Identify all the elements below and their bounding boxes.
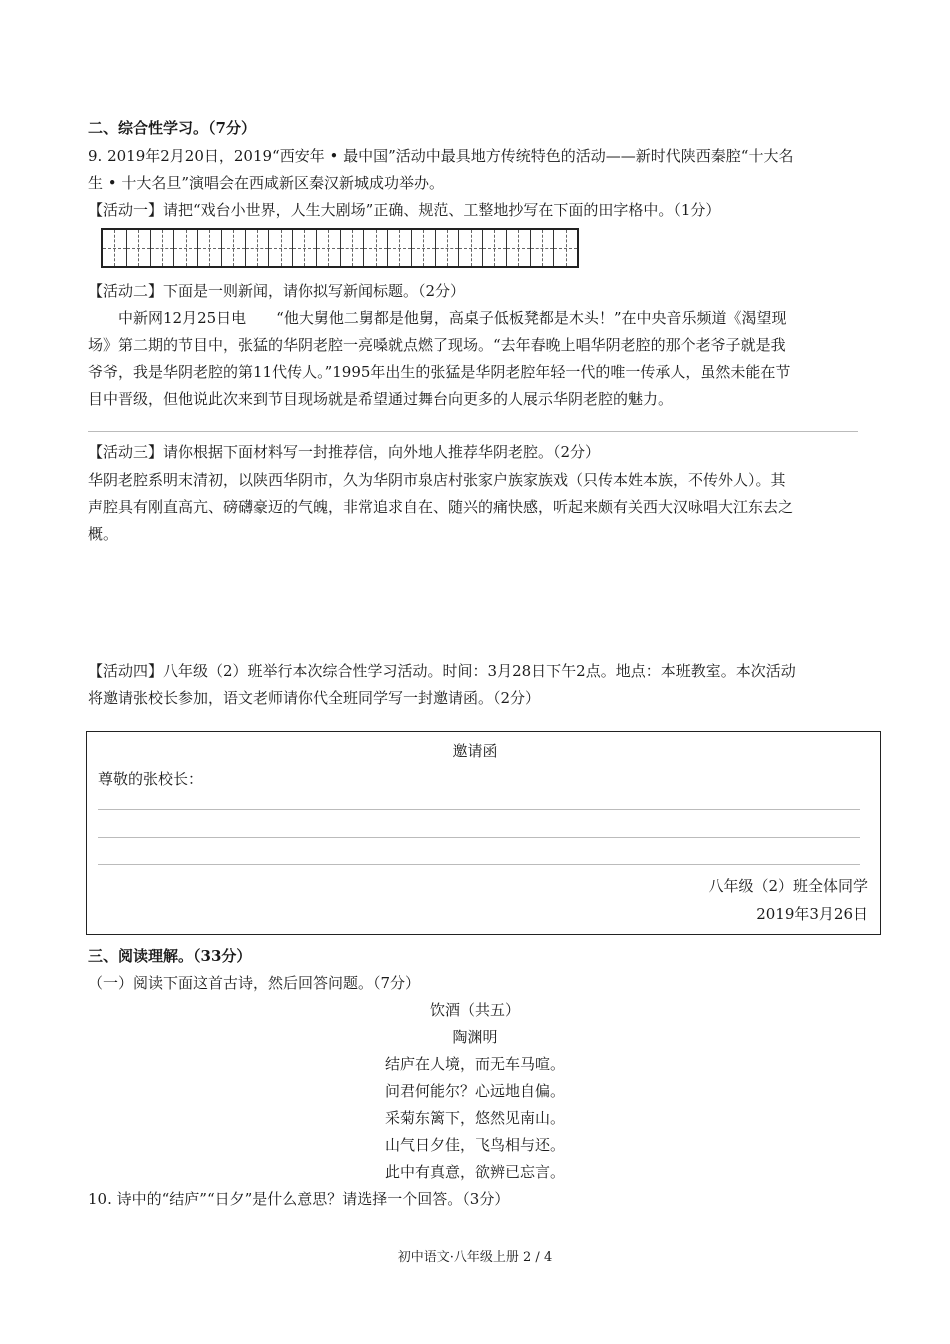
news-line-3: 爷爷，我是华阴老腔的第11代传人。”1995年出生的张猛是华阴老腔年轻一代的唯一传承人，虽然未能在节 [88, 363, 791, 381]
activity-4-line-1: 【活动四】八年级（2）班举行本次综合性学习活动。时间：3月28日下午2点。地点：本班教室。本次活动 [88, 662, 796, 680]
news-line-1: 中新网12月25日电 “他大舅他二舅都是他舅，高桌子低板凳都是木头！”在中央音乐频道《渴望现 [88, 309, 787, 327]
invitation-salutation: 尊敬的张校长： [98, 770, 204, 788]
invitation-answer-line-3[interactable] [98, 864, 860, 865]
grid-cell[interactable] [174, 230, 198, 266]
invitation-title: 邀请函 [452, 742, 498, 760]
activity-3-prompt: 【活动三】请你根据下面材料写一封推荐信，向外地人推荐华阴老腔。（2分） [88, 443, 601, 461]
invitation-signature: 八年级（2）班全体同学 [708, 877, 868, 895]
invitation-answer-line-1[interactable] [98, 809, 860, 810]
question-9-line-1: 9. 2019年2月20日，2019“西安年 • 最中国”活动中最具地方传统特色的活动——新时代陕西秦腔“十大名 [88, 147, 794, 165]
grid-cell[interactable] [198, 230, 222, 266]
grid-cell[interactable] [317, 230, 341, 266]
poem-title: 饮酒（共五） [429, 1001, 520, 1019]
part-1-prompt: （一）阅读下面这首古诗，然后回答问题。（7分） [88, 974, 421, 992]
grid-cell[interactable] [293, 230, 317, 266]
grid-cell[interactable] [103, 230, 127, 266]
poem-line-1: 结庐在人境，而无车马喧。 [384, 1055, 565, 1073]
grid-cell[interactable] [412, 230, 436, 266]
invitation-answer-line-2[interactable] [98, 837, 860, 838]
question-9-line-2: 生 • 十大名旦”演唱会在西咸新区秦汉新城成功举办。 [88, 174, 445, 192]
grid-cell[interactable] [554, 230, 577, 266]
grid-cell[interactable] [222, 230, 246, 266]
grid-cell[interactable] [459, 230, 483, 266]
invitation-date: 2019年3月26日 [756, 905, 868, 923]
grid-cell[interactable] [246, 230, 270, 266]
poem-line-5: 此中有真意，欲辨已忘言。 [384, 1163, 565, 1181]
news-line-2: 场》第二期的节目中，张猛的华阴老腔一亮嗓就点燃了现场。“去年春晚上唱华阴老腔的那个老爷子就是我 [88, 336, 786, 354]
grid-cell[interactable] [364, 230, 388, 266]
tianzige-grid[interactable] [101, 228, 579, 268]
section-heading-2: 二、综合性学习。（7分） [88, 119, 256, 137]
activity-1-prompt: 【活动一】请把“戏台小世界，人生大剧场”正确、规范、工整地抄写在下面的田字格中。（1分） [88, 201, 721, 219]
poem-author: 陶渊明 [452, 1028, 498, 1046]
grid-cell[interactable] [151, 230, 175, 266]
page-footer: 初中语文·八年级上册 2 / 4 [397, 1250, 553, 1265]
material-line-3: 概。 [88, 525, 119, 543]
grid-cell[interactable] [127, 230, 151, 266]
grid-cell[interactable] [436, 230, 460, 266]
poem-line-3: 采菊东篱下，悠然见南山。 [384, 1109, 565, 1127]
grid-cell[interactable] [341, 230, 365, 266]
grid-cell[interactable] [483, 230, 507, 266]
material-line-1: 华阴老腔系明末清初，以陕西华阴市，久为华阴市泉店村张家户族家族戏（只传本姓本族，不传外人）。其 [88, 471, 786, 489]
material-line-2: 声腔具有刚直高亢、磅礴豪迈的气魄，非常追求自在、随兴的痛快感，听起来颇有关西大汉咏唱大江东去之 [88, 498, 794, 516]
grid-cell[interactable] [388, 230, 412, 266]
grid-cell[interactable] [269, 230, 293, 266]
grid-cell[interactable] [507, 230, 531, 266]
news-line-4: 目中晋级，但他说此次来到节目现场就是希望通过舞台向更多的人展示华阴老腔的魅力。 [88, 390, 674, 408]
poem-line-2: 问君何能尔？心远地自偏。 [384, 1082, 565, 1100]
answer-line-headline[interactable] [88, 431, 858, 432]
activity-4-line-2: 将邀请张校长参加，语文老师请你代全班同学写一封邀请函。（2分） [88, 689, 541, 707]
poem-line-4: 山气日夕佳，飞鸟相与还。 [384, 1136, 565, 1154]
grid-cell[interactable] [531, 230, 555, 266]
section-heading-3: 三、阅读理解。（33分） [88, 947, 252, 965]
question-10: 10. 诗中的“结庐”“日夕”是什么意思？请选择一个回答。（3分） [88, 1190, 510, 1208]
activity-2-prompt: 【活动二】下面是一则新闻，请你拟写新闻标题。（2分） [88, 282, 466, 300]
